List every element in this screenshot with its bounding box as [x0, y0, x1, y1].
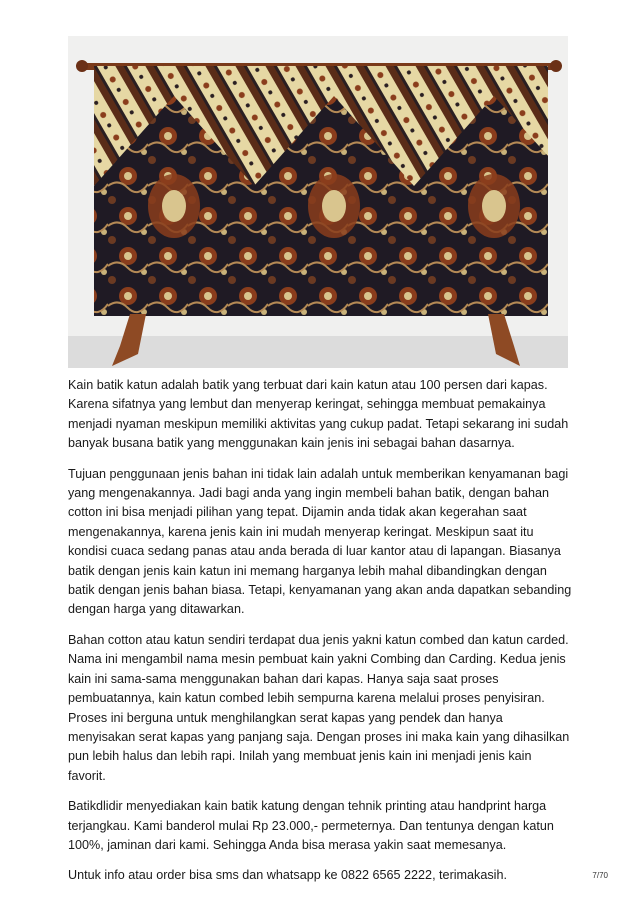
- paragraph-contact: Untuk info atau order bisa sms dan whatsapp ke 0822 6565 2222, terimakasih.: [68, 868, 507, 883]
- batik-photo: [68, 36, 568, 368]
- paragraph-purpose: Tujuan penggunaan jenis bahan ini tidak lain adalah untuk memberikan kenyamanan bagi yang mengenakannya. Jadi bagi anda yang ingin membeli bahan batik, dengan bahan cotton ini bisa menjadi pilihan yang tepat. Dijamin anda tidak akan kegerahan saat mengenakannya, karena jenis kain ini mudah menyerap keringat. Meskipun saat itu kondisi cuaca sedang panas atau anda berada di luar kantor atau di lapangan. Biasanya batik dengan jenis kain katun ini memang harganya lebih mahal dibandingkan dengan batik dengan jenis bahan biasa. Tetapi, kenyamanan yang akan anda dapatkan sebanding dengan harga yang ditawarkan.: [68, 466, 572, 617]
- paragraph-intro: Kain batik katun adalah batik yang terbuat dari kain katun atau 100 persen dari kapas. Karena sifatnya yang lembut dan menyerap keringat, sehingga membuat pemakainya menjadi nyaman meskipun memiliki aktivitas yang cukup padat. Tetapi sekarang ini sudah banyak busana batik yang menggunakan kain jenis ini sebagai bahan dasarnya.: [68, 378, 569, 451]
- article-body: [68, 376, 572, 897]
- batik-cloth-image: [68, 36, 568, 368]
- paragraph-offer: Batikdlidir menyediakan kain batik katung dengan tehnik printing atau handprint harga terjangkau. Kami banderol mulai Rp 23.000,- permeternya. Dan tentunya dengan katun 100%, jaminan dari kami. Sehingga Anda bisa merasa yakin saat memesanya.: [68, 799, 554, 852]
- paragraph-cotton-types: Bahan cotton atau katun sendiri terdapat dua jenis yakni katun combed dan katun carded. Nama ini mengambil nama mesin pembuat kain yakni Combing dan Carding. Kedua jenis kain ini sama-sama menggunakan bahan dari kapas. Hanya saja saat proses pembuatannya, kain katun combed lebih sempurna karena melalui proses penyisiran. Proses ini berguna untuk menghilangkan serat kapas yang pendek dan hanya menyisakan serat kapas yang panjang saja. Dengan proses ini maka kain yang dihasilkan pun lebih halus dan lebih rapi. Inilah yang membuat jenis kain ini menjadi jenis kain favorit.: [68, 632, 570, 783]
- page-number: 7/70: [592, 871, 608, 880]
